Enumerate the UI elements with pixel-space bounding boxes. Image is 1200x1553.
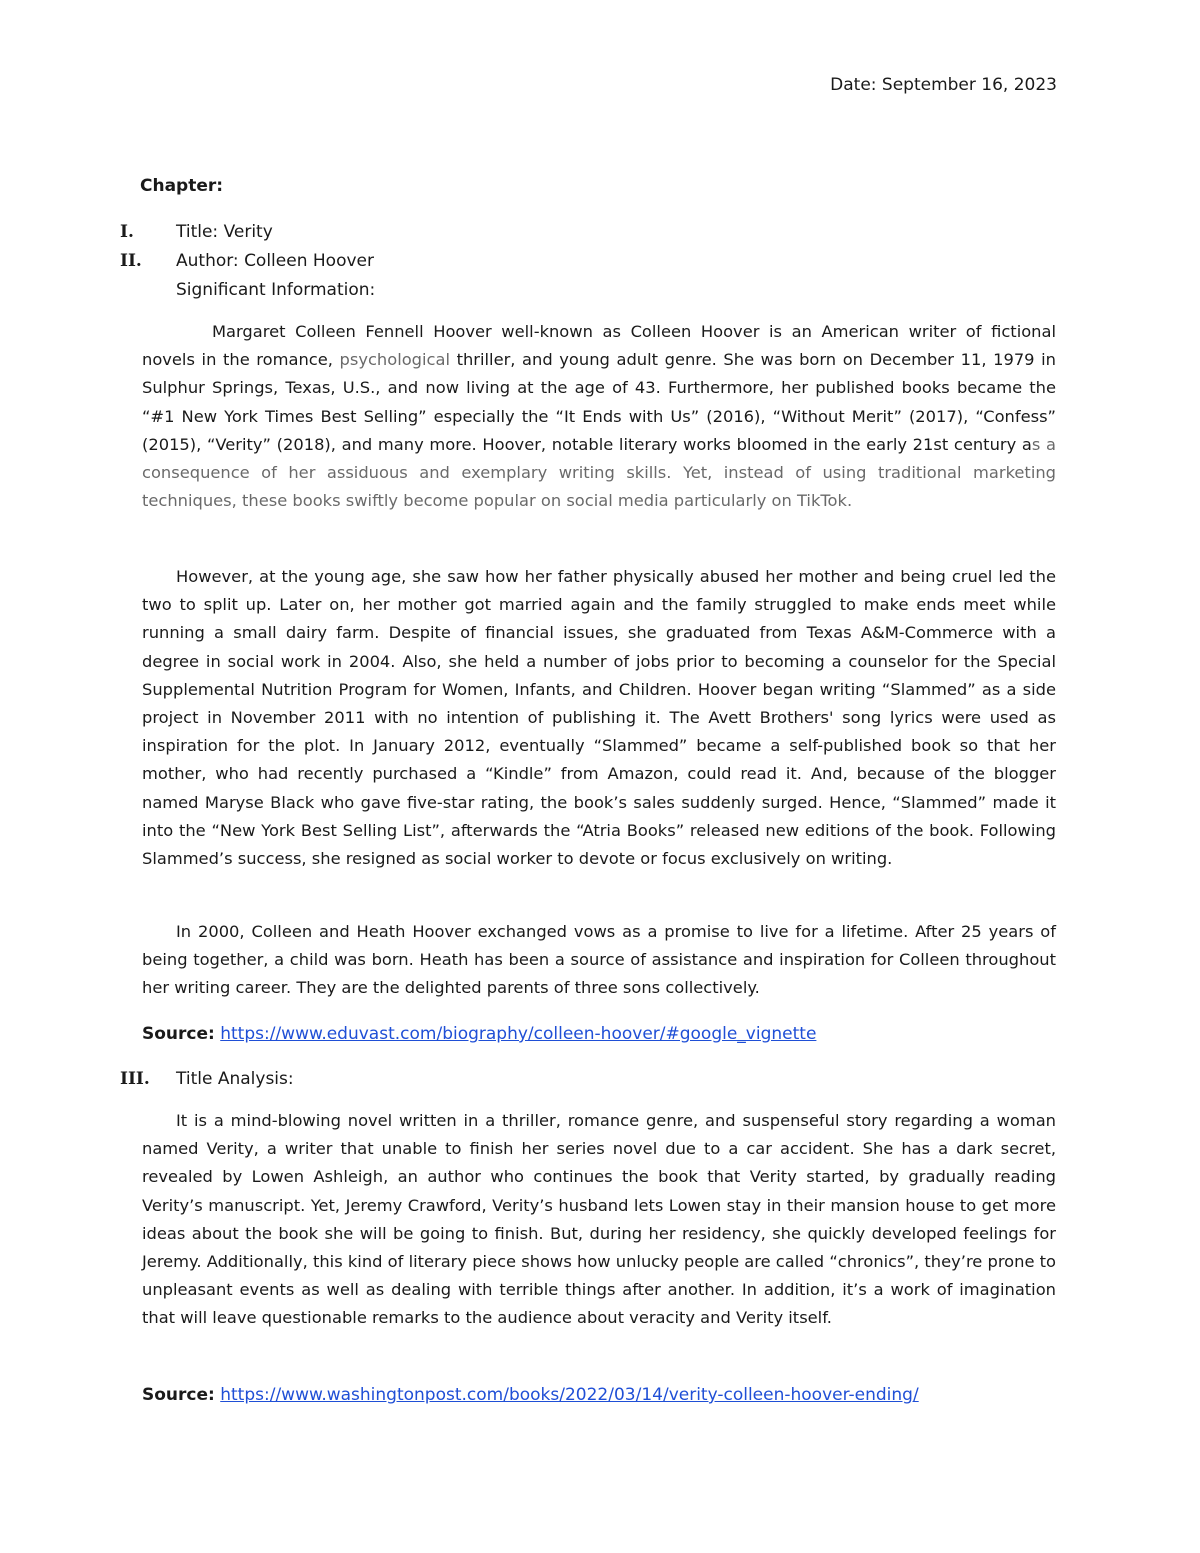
outline-numeral: I. (120, 222, 134, 242)
outline-text: Author: Colleen Hoover (176, 251, 374, 271)
date-line: Date: September 16, 2023 (830, 75, 1057, 95)
paragraph-text: thriller, and young adult genre. She was born on December 11, 1979 in Sulphur Springs, Texas, U.S., and now living at the age of 43. Furthermore, her published books became the “#1 New York Times Best Selling” especially the “It Ends with Us” (2016), “Without Merit” (2017), “Confess” (2015), “Verity” (2018), and many more. Hoover, notable literary works bloomed in the early 21st century a (142, 350, 1056, 454)
analysis-source (142, 1383, 919, 1407)
paragraph-text-grey: psychological (339, 350, 450, 370)
chapter-heading: Chapter: (140, 176, 224, 196)
outline-item-title-analysis (120, 1067, 294, 1091)
outline-numeral: III. (120, 1069, 150, 1089)
outline-item-author (120, 249, 374, 273)
paragraph-text: Margaret Colleen Fennell Hoover well-known as Colleen Hoover is an American writer of fictional novels in the romance, (142, 322, 1056, 370)
biography-paragraph-2: However, at the young age, she saw how her father physically abused her mother and being cruel led the two to split up. Later on, her mother got married again and the family struggled to make ends meet while running a small dairy farm. Despite of financial issues, she graduated from Texas A&M-Commerce with a degree in social work in 2004. Also, she held a number of jobs prior to becoming a counselor for the Special Supplemental Nutrition Program for Women, Infants, and Children. Hoover began writing “Slammed” as a side project in November 2011 with no intention of publishing it. The Avett Brothers' song lyrics were used as inspiration for the plot. In January 2012, eventually “Slammed” became a self-published book so that her mother, who had recently purchased a “Kindle” from Amazon, could read it. And, because of the blogger named Maryse Black who gave five-star rating, the book’s sales suddenly surged. Hence, “Slammed” made it into the “New York Best Selling List”, afterwards the “Atria Books” released new editions of the book. Following Slammed’s success, she resigned as social worker to devote or focus exclusively on writing. (142, 567, 1056, 869)
outline-numeral: II. (120, 251, 142, 271)
source-label: Source: (142, 1385, 215, 1405)
biography-paragraph-1 (142, 318, 1056, 515)
biography-source (142, 1022, 816, 1046)
outline-item-title (120, 220, 273, 244)
significant-info-label: Significant Information: (176, 280, 376, 300)
paragraph-text-grey: s a consequence of her assiduous and exemplary writing skills. Yet, instead of using traditional marketing techniques, these books swiftly become popular on social media particularly on TikTok. (142, 434, 1057, 511)
analysis-paragraph: It is a mind-blowing novel written in a thriller, romance genre, and suspenseful story regarding a woman named Verity, a writer that unable to finish her series novel due to a car accident. She has a dark secret, revealed by Lowen Ashleigh, an author who continues the book that Verity started, by gradually reading Verity’s manuscript. Yet, Jeremy Crawford, Verity’s husband lets Lowen stay in their mansion house to get more ideas about the book she will be going to finish. But, during her residency, she quickly developed feelings for Jeremy. Additionally, this kind of literary piece shows how unlucky people are called “chronics”, they’re prone to unpleasant events as well as dealing with terrible things after another. In addition, it’s a work of imagination that will leave questionable remarks to the audience about veracity and Verity itself. (142, 1111, 1056, 1328)
source-link[interactable]: https://www.eduvast.com/biography/colleen-hoover/#google_vignette (220, 1024, 817, 1044)
outline-text: Title: Verity (176, 222, 273, 242)
source-link[interactable]: https://www.washingtonpost.com/books/2022/03/14/verity-colleen-hoover-ending/ (220, 1385, 919, 1405)
outline-text: Title Analysis: (176, 1069, 294, 1089)
source-label: Source: (142, 1024, 215, 1044)
biography-paragraph-3: In 2000, Colleen and Heath Hoover exchanged vows as a promise to live for a lifetime. After 25 years of being together, a child was born. Heath has been a source of assistance and inspiration for Colleen throughout her writing career. They are the delighted parents of three sons collectively. (142, 922, 1056, 998)
